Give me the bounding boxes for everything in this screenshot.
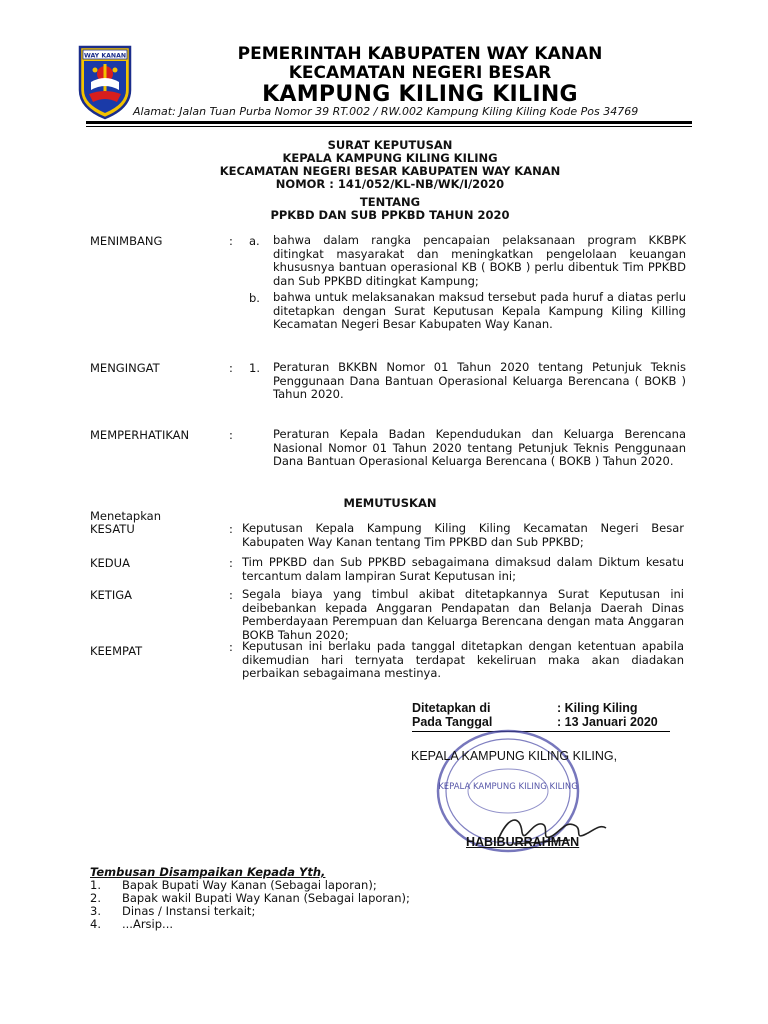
tembusan-heading: Tembusan Disampaikan Kepada Yth, bbox=[90, 865, 326, 879]
header-district-title: KECAMATAN NEGERI BESAR bbox=[288, 63, 552, 83]
decree-about-label: TENTANG bbox=[359, 195, 421, 209]
stamp-title: KEPALA KAMPUNG KILING KILING bbox=[438, 782, 578, 792]
mengingat-label: MENGINGAT bbox=[90, 361, 160, 375]
header-village-title: KAMPUNG KILING KILING bbox=[262, 82, 578, 107]
mengingat-text: Peraturan BKKBN Nomor 01 Tahun 2020 tentang Petunjuk Teknis Penggunaan Dana Bantuan Operasional Keluarga Berencana ( BOKB ) Tahun 2020. bbox=[273, 360, 686, 401]
kesatu-label: KESATU bbox=[90, 522, 135, 536]
tembusan-num-2: 2. bbox=[90, 891, 101, 905]
memperhatikan-colon: : bbox=[229, 428, 233, 442]
decree-issuer-region: KECAMATAN NEGERI BESAR KABUPATEN WAY KANAN bbox=[219, 164, 561, 178]
decree-subject: PPKBD DAN SUB PPKBD TAHUN 2020 bbox=[270, 208, 510, 222]
decree-type: SURAT KEPUTUSAN bbox=[327, 138, 453, 152]
keempat-colon: : bbox=[229, 640, 233, 654]
signer-position: KEPALA KAMPUNG KILING KILING, bbox=[411, 749, 618, 763]
kedua-colon: : bbox=[229, 556, 233, 570]
kesatu-text: Keputusan Kepala Kampung Kiling Kiling Kecamatan Negeri Besar Kabupaten Way Kanan tentang Tim PPKBD dan Sub PPKBD; bbox=[242, 521, 684, 549]
logo-text: WAY KANAN bbox=[83, 52, 127, 60]
header-government-title: PEMERINTAH KABUPATEN WAY KANAN bbox=[237, 44, 603, 64]
kedua-label: KEDUA bbox=[90, 556, 130, 570]
menimbang-label: MENIMBANG bbox=[90, 234, 163, 248]
tembusan-item-2: Bapak wakil Bupati Way Kanan (Sebagai laporan); bbox=[122, 891, 410, 905]
tembusan-num-4: 4. bbox=[90, 917, 101, 931]
mengingat-colon: : bbox=[229, 361, 233, 375]
kedua-text: Tim PPKBD dan Sub PPKBD sebagaimana dimaksud dalam Diktum kesatu tercantum dalam lampiran Surat Keputusan ini; bbox=[242, 555, 684, 583]
place-label: Ditetapkan di bbox=[412, 701, 491, 715]
memperhatikan-text: Peraturan Kepala Badan Kependudukan dan Keluarga Berencana Nasional Nomor 01 Tahun 2020 tentang Petunjuk Teknis Penggunaan Dana Bantuan Operasional Keluarga Berencana ( BOKB ) Tahun 2020. bbox=[273, 427, 686, 468]
tembusan-item-3: Dinas / Instansi terkait; bbox=[122, 904, 256, 918]
memperhatikan-label: MEMPERHATIKAN bbox=[90, 428, 190, 442]
signer-name: HABIBURRAHMAN bbox=[466, 835, 580, 849]
header-address: Alamat: Jalan Tuan Purba Nomor 39 RT.002 / RW.002 Kampung Kiling Kiling Kode Pos 34769 bbox=[133, 105, 639, 118]
tembusan-item-4: ...Arsip... bbox=[122, 917, 174, 931]
memutuskan-heading: MEMUTUSKAN bbox=[343, 496, 437, 510]
menimbang-b-text: bahwa untuk melaksanakan maksud tersebut pada huruf a diatas perlu ditetapkan dengan Surat Keputusan Kepala Kampung Kiling Killing Kecamatan Negeri Besar Kabupaten Way Kanan. bbox=[273, 290, 686, 331]
menetapkan-label: Menetapkan bbox=[90, 509, 162, 523]
menimbang-b-marker: b. bbox=[249, 291, 260, 305]
kesatu-colon: : bbox=[229, 522, 233, 536]
keempat-label: KEEMPAT bbox=[90, 644, 143, 658]
menimbang-colon: : bbox=[229, 234, 233, 248]
tembusan-num-1: 1. bbox=[90, 878, 101, 892]
date-label: Pada Tanggal bbox=[412, 715, 493, 729]
tembusan-num-3: 3. bbox=[90, 904, 101, 918]
ketiga-label: KETIGA bbox=[90, 588, 133, 602]
tembusan-item-1: Bapak Bupati Way Kanan (Sebagai laporan); bbox=[122, 878, 377, 892]
ketiga-colon: : bbox=[229, 588, 233, 602]
decree-issuer: KEPALA KAMPUNG KILING KILING bbox=[282, 151, 498, 165]
menimbang-a-marker: a. bbox=[249, 234, 260, 248]
decree-number: NOMOR : 141/052/KL-NB/WK/I/2020 bbox=[275, 177, 505, 191]
ketiga-text: Segala biaya yang timbul akibat ditetapkannya Surat Keputusan ini deibebankan kepada Anggaran Pendapatan dan Belanja Daerah Dinas Pemberdayaan Perempuan dan Keluarga Berencana dengan mata Anggaran BOKB Tahun 2020; bbox=[242, 587, 684, 642]
regency-logo bbox=[77, 44, 133, 120]
menimbang-a-text: bahwa dalam rangka pencapaian pelaksanaan program KKBPK ditingkat masyarakat dan meningkatkan pengelolaan keuangan khususnya bantuan operasional KB ( BOKB ) perlu dibentuk Tim PPKBD dan Sub PPKBD ditingkat Kampung; bbox=[273, 233, 686, 288]
header-thick-rule bbox=[86, 121, 692, 124]
date-value: : 13 Januari 2020 bbox=[557, 715, 658, 729]
mengingat-marker: 1. bbox=[249, 361, 260, 375]
place-value: : Kiling Kiling bbox=[557, 701, 638, 715]
keempat-text: Keputusan ini berlaku pada tanggal ditetapkan dengan ketentuan apabila dikemudian hari ternyata terdapat kekeliruan maka akan diadakan perbaikan sebagaimana mestinya. bbox=[242, 639, 684, 680]
header-thin-rule bbox=[86, 126, 692, 127]
